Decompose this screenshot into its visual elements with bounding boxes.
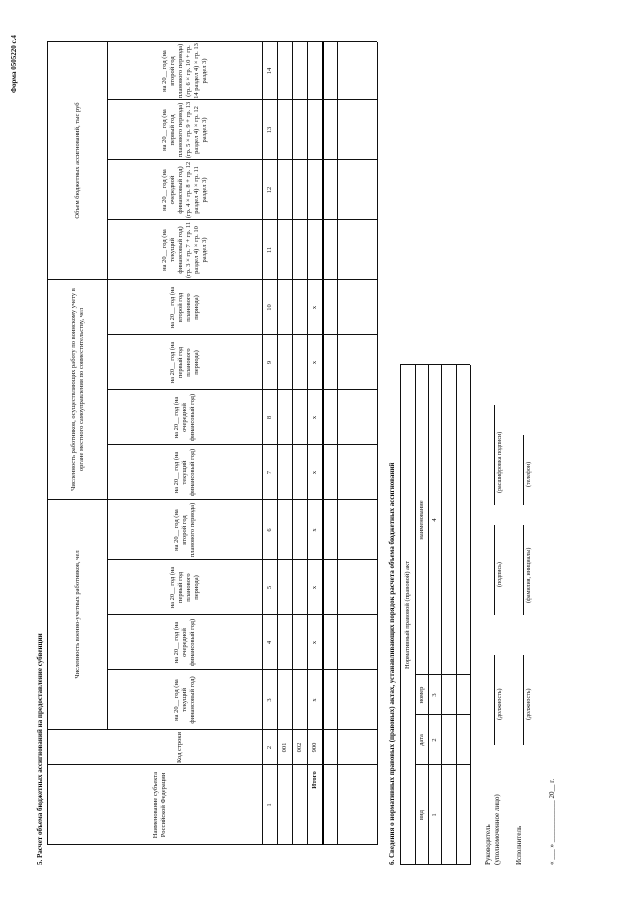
head-signature-caption: (подпись) bbox=[497, 562, 503, 587]
act-colnum-4: 4 bbox=[431, 518, 438, 522]
executor-phone-caption: (телефон) bbox=[526, 461, 532, 487]
sub-header-12: на 20__ год (на очередной финансовый год) (гр. 4 × гр. 8 + гр. 12 раздел 4) × гр. 11 раздел 3) bbox=[161, 161, 208, 219]
act-colnum-1: 1 bbox=[431, 813, 438, 817]
colnum-11: 11 bbox=[266, 246, 273, 254]
act-header: Нормативный правовой (правовой) акт bbox=[403, 561, 411, 669]
colnum-10: 10 bbox=[266, 304, 273, 311]
head-sub: (уполномоченное лицо) bbox=[493, 794, 501, 865]
act-col-date: дата bbox=[418, 734, 425, 746]
section6-title: 6. Сведения о нормативных правовых (правовых) актах, устанавливающих порядок расчета объема бюджетных ассигнований bbox=[388, 462, 396, 865]
executor-label: Исполнитель bbox=[515, 825, 523, 865]
act-colnum-3: 3 bbox=[431, 693, 438, 697]
group-volume-header: Объем бюджетных ассигнований, тыс руб bbox=[73, 102, 81, 219]
head-signature-line[interactable] bbox=[494, 525, 495, 615]
form-number: Форма 0505220 с.4 bbox=[10, 35, 18, 93]
executor-fio-line[interactable] bbox=[523, 525, 524, 615]
sub-header-14: на 20__ год (на второй год планового периода) (гр. 6 × гр. 10 + гр. 14 раздел 4) × гр. 13 раздел 3) bbox=[161, 43, 208, 99]
total-code: 900 bbox=[311, 742, 318, 753]
total-mark-4: x bbox=[311, 640, 318, 645]
act-col-name: наименование bbox=[418, 500, 425, 540]
head-label: Руководитель bbox=[484, 824, 492, 865]
sub-header-11: на 20__ год (на текущий финансовый год) (гр. 3 × гр. 7 + гр. 11 раздел 4) × гр. 10 раздел 3) bbox=[161, 221, 208, 279]
group-workers-header: Численность работников, осуществляющих работу по воинскому учету в органе местного самоуправления по совместительству, чел bbox=[69, 288, 85, 491]
total-mark-3: x bbox=[311, 698, 318, 702]
total-mark-10: x bbox=[311, 305, 318, 310]
col-name-header: Наименование субъекта Российской Федерации bbox=[152, 771, 167, 839]
colnum-14: 14 bbox=[266, 67, 273, 75]
colnum-8: 8 bbox=[266, 415, 273, 420]
colnum-13: 13 bbox=[266, 126, 273, 134]
sub-header-6: на 20__ год (на второй год планового периода) bbox=[173, 502, 196, 558]
colnum-12: 12 bbox=[266, 186, 273, 194]
sub-header-10: на 20__ год (на второй год планового периода) bbox=[169, 286, 200, 329]
total-mark-9: x bbox=[311, 360, 318, 365]
sub-header-7: на 20__ год (на текущий финансовый год) bbox=[173, 448, 196, 497]
colnum-2: 2 bbox=[266, 745, 273, 750]
sub-header-4: на 20__ год (на очередной финансовый год) bbox=[173, 618, 196, 667]
total-label: Итого bbox=[311, 771, 318, 789]
act-colnum-2: 2 bbox=[431, 738, 438, 742]
colnum-7: 7 bbox=[266, 470, 273, 475]
section5-title: 5. Расчет объема бюджетных ассигнований на предоставление субвенции bbox=[36, 633, 44, 865]
colnum-9: 9 bbox=[266, 360, 273, 365]
head-position-caption: (должность) bbox=[497, 688, 503, 720]
total-mark-8: x bbox=[311, 415, 318, 420]
colnum-1: 1 bbox=[266, 803, 273, 807]
head-decode-line[interactable] bbox=[494, 405, 495, 505]
sub-header-3: на 20__ год (на текущий финансовый год) bbox=[173, 676, 196, 724]
date-line[interactable]: « ___ » ____________ 20__ г. bbox=[548, 778, 556, 865]
total-mark-6: x bbox=[311, 528, 318, 532]
act-col-number: номер bbox=[418, 686, 425, 704]
colnum-5: 5 bbox=[266, 585, 273, 590]
sub-header-13: на 20__ год (на первый год планового периода) (гр. 5 × гр. 9 + гр. 13 раздел 4) × гр. 12 раздел 3) bbox=[161, 101, 208, 159]
executor-fio-caption: (фамилия, инициалы) bbox=[526, 547, 532, 603]
executor-position-caption: (должность) bbox=[526, 688, 532, 720]
col-code-header: Код строки bbox=[176, 732, 183, 763]
sub-header-8: на 20__ год (на очередной финансовый год) bbox=[173, 393, 196, 442]
colnum-6: 6 bbox=[266, 528, 273, 532]
row-code-001: 001 bbox=[281, 742, 288, 753]
executor-phone-line[interactable] bbox=[523, 435, 524, 505]
row-code-002: 002 bbox=[296, 742, 303, 753]
sub-header-9: на 20__ год (на первый год планового периода) bbox=[169, 341, 200, 384]
act-col-kind: вид bbox=[418, 810, 425, 820]
sub-header-5: на 20__ год (на первый год планового периода) bbox=[169, 566, 200, 609]
total-mark-7: x bbox=[311, 470, 318, 475]
colnum-4: 4 bbox=[266, 640, 273, 645]
executor-position-line[interactable] bbox=[523, 655, 524, 745]
colnum-3: 3 bbox=[266, 698, 273, 702]
total-mark-5: x bbox=[311, 585, 318, 590]
head-decode-caption: (расшифровка подписи) bbox=[497, 431, 503, 493]
head-position-line[interactable] bbox=[494, 655, 495, 745]
group-military-header: Численность военно-учетных работников, чел bbox=[73, 550, 81, 679]
